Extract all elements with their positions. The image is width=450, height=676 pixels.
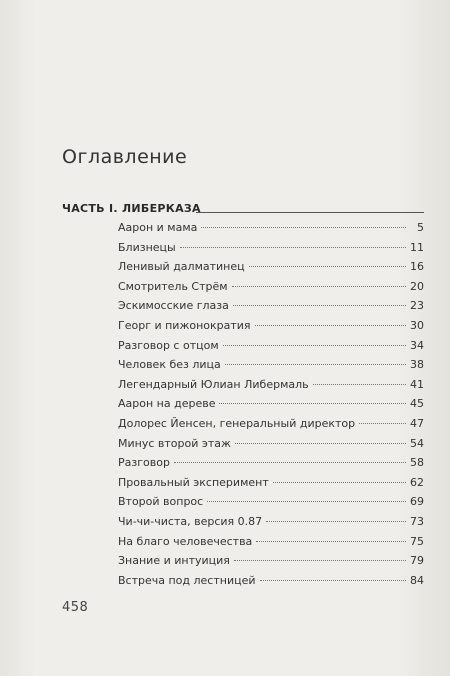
toc-dot-leader: [255, 325, 406, 326]
toc-entry: [118, 260, 424, 280]
toc-entry-title: Минус второй этаж: [118, 436, 231, 450]
toc-entry-title: Смотритель Стрём: [118, 279, 228, 293]
toc-entry-page: 69: [410, 495, 424, 509]
toc-entry-title: Провальный эксперимент: [118, 475, 269, 489]
toc-entry-page: 45: [410, 397, 424, 411]
toc-entry: [118, 378, 424, 398]
toc-dot-leader: [313, 384, 406, 385]
toc-dot-leader: [234, 560, 406, 561]
toc-entry-page: 62: [410, 475, 424, 489]
toc-entry: [118, 417, 424, 437]
toc-entry: [118, 456, 424, 476]
toc-dot-leader: [233, 305, 406, 306]
toc-dot-leader: [180, 247, 406, 248]
toc-entry-title: Второй вопрос: [118, 495, 204, 509]
toc-entry-title: Аарон и мама: [118, 221, 198, 234]
toc-entry-title: Встреча под лестницей: [118, 573, 256, 587]
toc-dot-leader: [266, 521, 406, 522]
toc-entry: [118, 280, 424, 300]
toc-dot-leader: [260, 580, 406, 581]
toc-entry-title: Аарон на дереве: [118, 397, 216, 411]
toc-entry-page: 34: [410, 338, 424, 352]
toc-entry: [118, 221, 424, 241]
toc-entry-title: Человек без лица: [118, 358, 221, 372]
toc-entry-page: 79: [410, 554, 424, 568]
toc-entries: [118, 221, 424, 593]
part-title: ЧАСТЬ I. ЛИБЕРКАЗА: [62, 202, 201, 215]
toc-entry-page: 30: [410, 318, 424, 332]
toc-entry-page: 11: [410, 240, 424, 254]
toc-entry-title: Ленивый далматинец: [118, 260, 245, 274]
toc-entry-title: Разговор: [118, 456, 170, 470]
toc-dot-leader: [219, 403, 406, 404]
toc-dot-leader: [273, 482, 406, 483]
toc-entry-page: 20: [410, 279, 424, 293]
part-heading-row: [62, 202, 424, 216]
toc-dot-leader: [201, 227, 406, 228]
toc-entry-title: Знание и интуиция: [118, 554, 230, 568]
toc-entry: [118, 535, 424, 555]
toc-entry: [118, 515, 424, 535]
toc-entry-title: Разговор с отцом: [118, 338, 219, 352]
toc-entry: [118, 319, 424, 339]
toc-entry-page: 54: [410, 436, 424, 450]
toc-dot-leader: [249, 266, 406, 267]
toc-entry: [118, 574, 424, 594]
toc-entry-title: Легендарный Юлиан Либермаль: [118, 377, 309, 391]
toc-entry-title: Георг и пижонократия: [118, 318, 251, 332]
toc-entry-page: 23: [410, 299, 424, 313]
toc-entry-page: 84: [410, 573, 424, 587]
toc-entry-title: На благо человечества: [118, 534, 253, 548]
toc-entry-page: 73: [410, 514, 424, 528]
toc-entry: [118, 476, 424, 496]
toc-entry-title: Чи-чи-чиста, версия 0.87: [118, 514, 263, 528]
toc-entry: [118, 358, 424, 378]
toc-entry-title: Близнецы: [118, 240, 176, 254]
toc-dot-leader: [225, 364, 406, 365]
toc-dot-leader: [207, 501, 406, 502]
toc-entry-page: 16: [410, 260, 424, 274]
toc-entry: [118, 339, 424, 359]
toc-dot-leader: [359, 423, 406, 424]
page-number: 458: [62, 600, 89, 615]
toc-entry: [118, 495, 424, 515]
toc-entry-page: 47: [410, 416, 424, 430]
toc-dot-leader: [174, 462, 406, 463]
toc-title: Оглавление: [62, 146, 188, 168]
toc-dot-leader: [235, 443, 406, 444]
part-rule: [196, 212, 424, 213]
toc-dot-leader: [232, 286, 406, 287]
toc-entry: [118, 299, 424, 319]
toc-entry-page: 41: [410, 377, 424, 391]
toc-entry-page: 38: [410, 358, 424, 372]
toc-entry-page: 75: [410, 534, 424, 548]
toc-entry-title: Долорес Йенсен, генеральный директор: [118, 416, 356, 430]
toc-entry: [118, 437, 424, 457]
toc-entry-page: 5: [417, 221, 424, 234]
toc-entry-page: 58: [410, 456, 424, 470]
toc-entry: [118, 397, 424, 417]
toc-dot-leader: [256, 541, 406, 542]
toc-entry: [118, 554, 424, 574]
toc-entry-title: Эскимосские глаза: [118, 299, 229, 313]
toc-entry: [118, 241, 424, 261]
toc-dot-leader: [223, 345, 406, 346]
